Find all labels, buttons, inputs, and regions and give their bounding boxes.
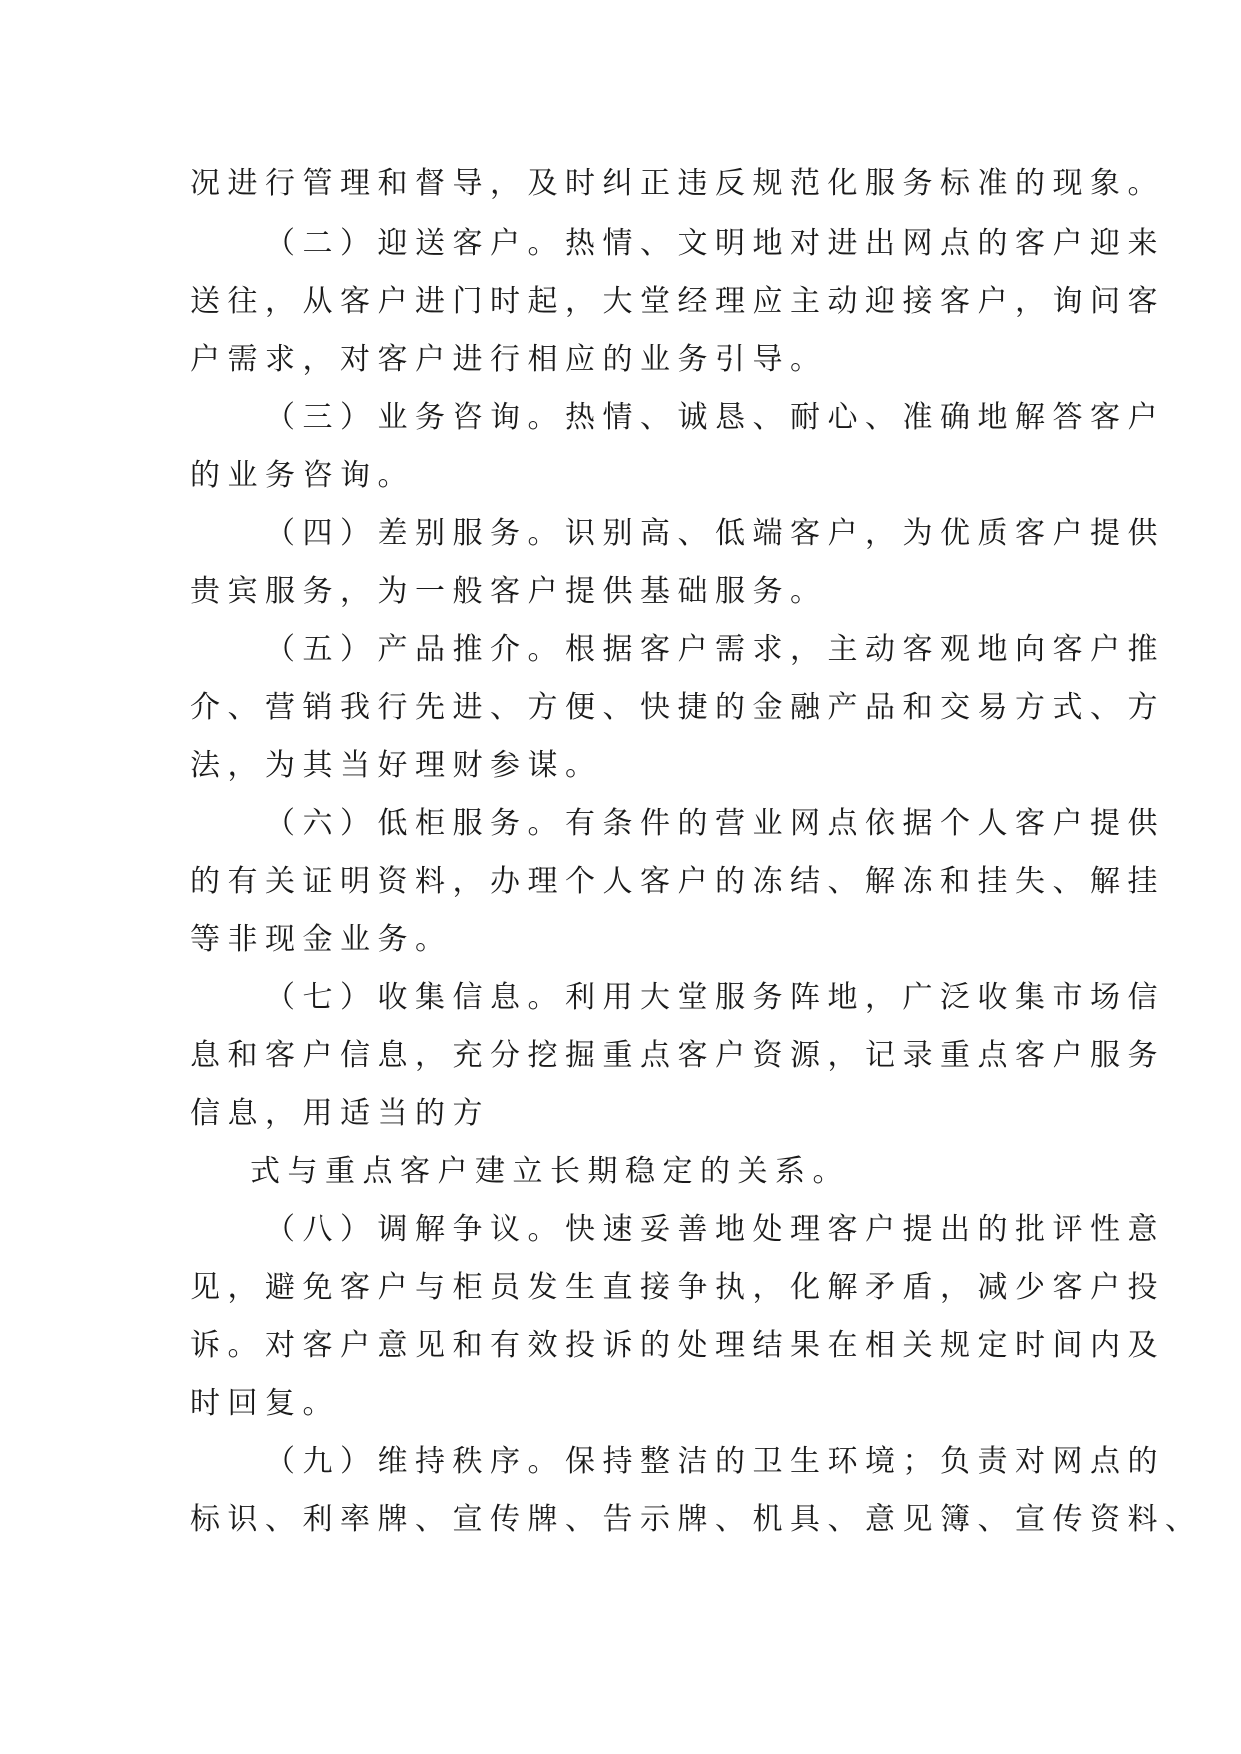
body-line: （五）产品推介。根据客户需求，主动客观地向客户推 — [265, 632, 1165, 667]
body-line: 见，避免客户与柜员发生直接争执，化解矛盾，减少客户投 — [190, 1270, 1165, 1305]
body-line: （四）差别服务。识别高、低端客户，为优质客户提供 — [265, 516, 1165, 551]
body-line: 贵宾服务，为一般客户提供基础服务。 — [190, 574, 828, 609]
body-line: （七）收集信息。利用大堂服务阵地，广泛收集市场信 — [265, 980, 1165, 1015]
body-line: 的有关证明资料，办理个人客户的冻结、解冻和挂失、解挂 — [190, 864, 1165, 899]
body-line: 的业务咨询。 — [190, 458, 415, 493]
body-line: 标识、利率牌、宣传牌、告示牌、机具、意见簿、宣传资料、 — [190, 1502, 1203, 1537]
body-line: 送往，从客户进门时起，大堂经理应主动迎接客户，询问客 — [190, 284, 1165, 319]
body-line: 诉。对客户意见和有效投诉的处理结果在相关规定时间内及 — [190, 1328, 1165, 1363]
body-line: （六）低柜服务。有条件的营业网点依据个人客户提供 — [265, 806, 1165, 841]
body-line: （八）调解争议。快速妥善地处理客户提出的批评性意 — [265, 1212, 1165, 1247]
body-line: 况进行管理和督导，及时纠正违反规范化服务标准的现象。 — [190, 166, 1165, 201]
body-line: （九）维持秩序。保持整洁的卫生环境；负责对网点的 — [265, 1444, 1165, 1479]
body-line: 信息，用适当的方 — [190, 1096, 490, 1131]
body-line: （三）业务咨询。热情、诚恳、耐心、准确地解答客户 — [265, 400, 1165, 435]
body-line: 等非现金业务。 — [190, 922, 453, 957]
body-line: 法，为其当好理财参谋。 — [190, 748, 603, 783]
body-line: 时回复。 — [190, 1386, 340, 1421]
body-line: 式与重点客户建立长期稳定的关系。 — [250, 1154, 850, 1189]
body-line: 息和客户信息，充分挖掘重点客户资源，记录重点客户服务 — [190, 1038, 1165, 1073]
body-line: 户需求，对客户进行相应的业务引导。 — [190, 342, 828, 377]
body-line: （二）迎送客户。热情、文明地对进出网点的客户迎来 — [265, 226, 1165, 261]
body-line: 介、营销我行先进、方便、快捷的金融产品和交易方式、方 — [190, 690, 1165, 725]
